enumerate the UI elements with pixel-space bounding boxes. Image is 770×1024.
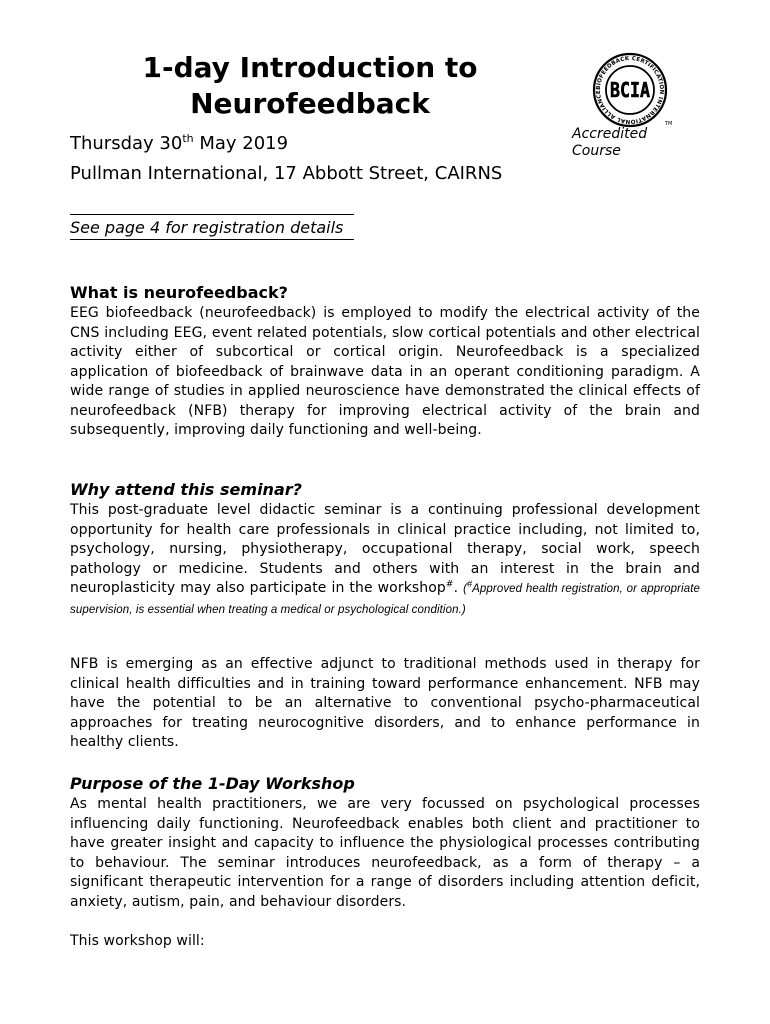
title-line-2: Neurofeedback <box>190 87 430 120</box>
heading-why-attend: Why attend this seminar? <box>70 480 302 499</box>
seal-acronym: BCIA <box>610 78 650 102</box>
paragraph-purpose: As mental health practitioners, we are very focussed on psychological processes influencing daily functioning. Neurofeedback enables both client and practitioner to have greater insight and capacity to influence the physiological processes contributing to behaviour. The seminar introduces neurofeedback, as a form of therapy – a significant therapeutic intervention for a range of disorders including attention deficit, anxiety, autism, pain, and behaviour disorders. <box>70 796 700 910</box>
seal-trademark: TM <box>665 121 673 127</box>
paragraph-why-attend <box>70 501 700 620</box>
event-date-prefix: Thursday 30 <box>70 133 183 154</box>
event-date-ordinal: th <box>182 132 194 145</box>
title-line-1: 1-day Introduction to <box>142 51 478 84</box>
registration-note: See page 4 for registration details <box>70 214 354 240</box>
event-venue: Pullman International, 17 Abbott Street, CAIRNS <box>70 163 503 184</box>
heading-purpose: Purpose of the 1-Day Workshop <box>70 774 355 793</box>
event-date <box>70 132 288 155</box>
footnote-text: Approved health registration, or appropriate supervision, is essential when treating a medical or psychological condition.) <box>70 583 700 616</box>
heading-what-is-neurofeedback: What is neurofeedback? <box>70 283 288 302</box>
document-title <box>90 50 530 122</box>
seal-ring-text: BIOFEEDBACK CERTIFICATION INTERNATIONAL ALLIANCE <box>595 55 665 125</box>
footnote-open: ( <box>463 583 468 595</box>
why-attend-marker: # <box>445 579 454 590</box>
paragraph-nfb-emerging: NFB is emerging as an effective adjunct to traditional methods used in therapy for clinical health difficulties and in training toward performance enhancement. NFB may have the potential to be an alternative to conventional psycho-pharmaceutical approaches for treating neurocognitive disorders, and to enhance performance in healthy clients. <box>70 656 700 750</box>
accredited-course-label <box>572 126 647 160</box>
bcia-seal-logo <box>585 52 675 128</box>
accredited-line-1: Accredited <box>572 126 648 142</box>
why-attend-tail: . <box>453 580 464 596</box>
paragraph-workshop-lead-in: This workshop will: <box>70 933 205 949</box>
event-date-rest: May 2019 <box>193 133 289 154</box>
why-attend-body: This post-graduate level didactic seminar is a continuing professional development opportunity for health care professionals in clinical practice including, not limited to, psychology, nursing, physiotherapy, occupational therapy, social work, speech pathology or medicine. Students and others with an interest in the brain and neuroplasticity may also participate in the workshop <box>70 502 700 596</box>
accredited-line-2: Course <box>572 143 621 159</box>
footnote-marker: # <box>467 579 473 590</box>
paragraph-what-is-neurofeedback: EEG biofeedback (neurofeedback) is employed to modify the electrical activity of the CNS including EEG, event related potentials, slow cortical potentials and other electrical activity either of subcortical or cortical origin. Neurofeedback is a specialized application of biofeedback of brainwave data in an operant conditioning paradigm. A wide range of studies in applied neuroscience have demonstrated the clinical effects of neurofeedback (NFB) therapy for improving electrical activity of the brain and subsequently, improving daily functioning and well-being. <box>70 305 700 438</box>
